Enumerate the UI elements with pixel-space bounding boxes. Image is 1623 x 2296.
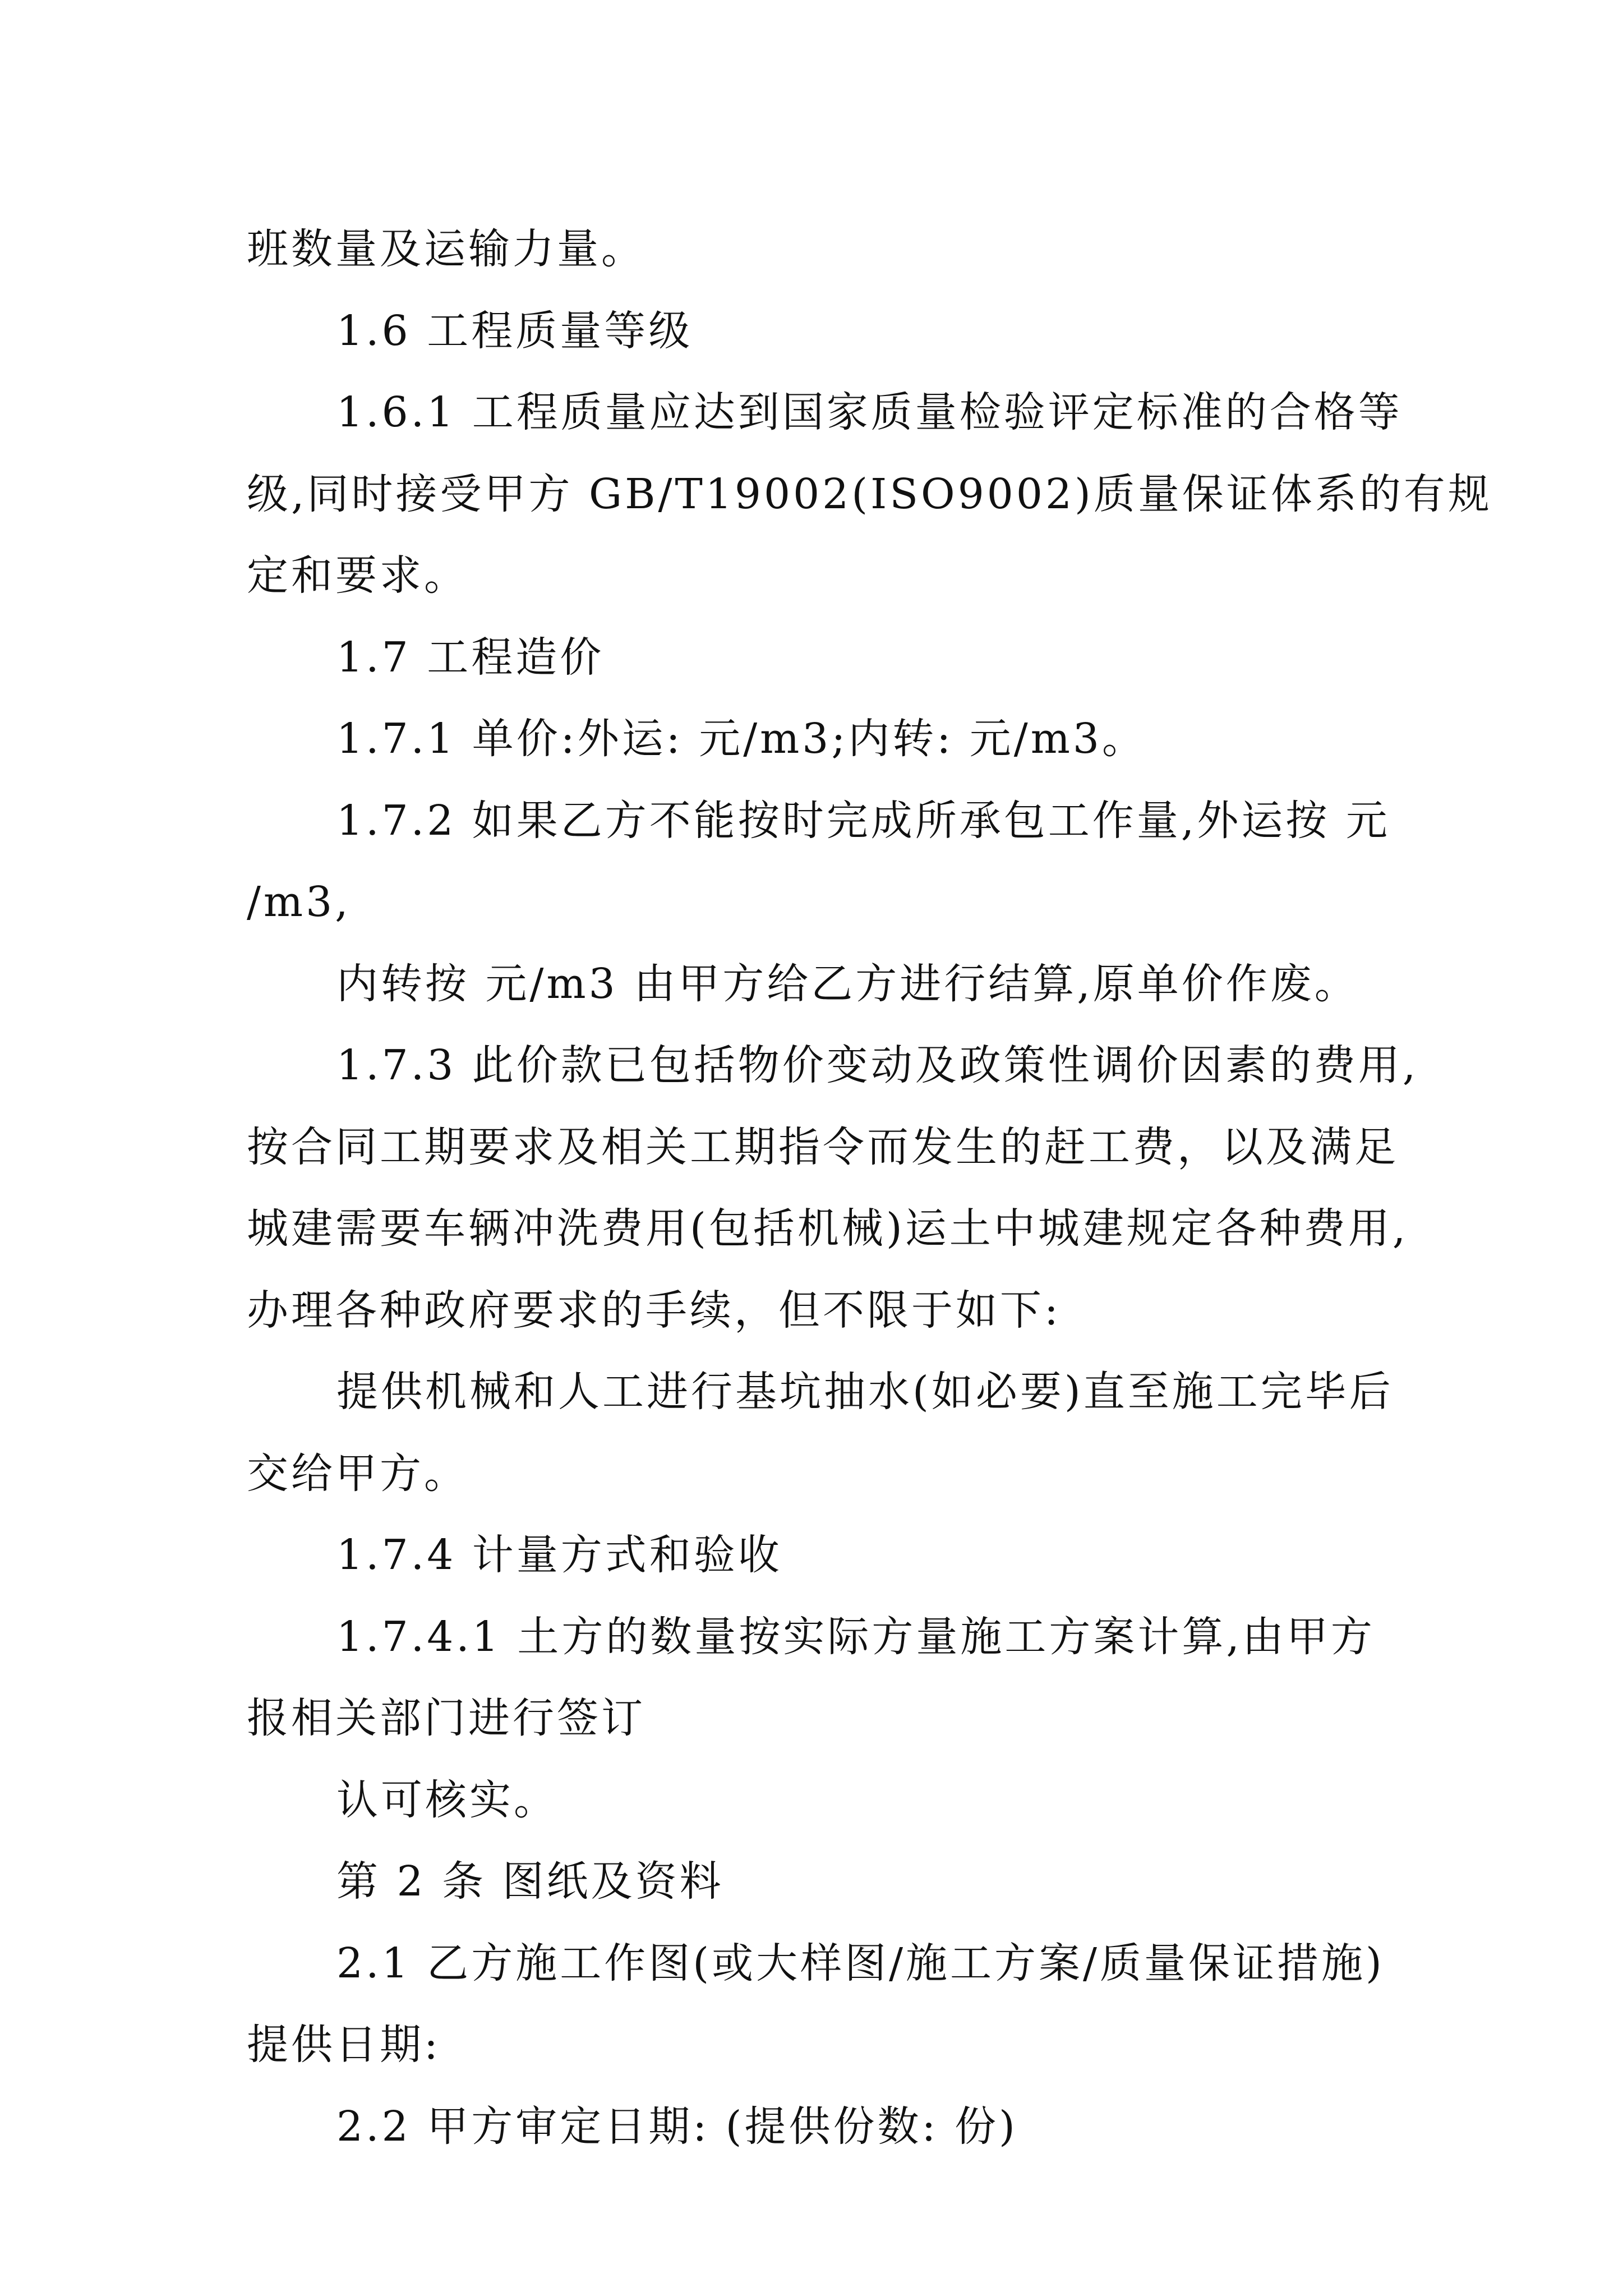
text-line: 办理各种政府要求的手续，但不限于如下:: [247, 1286, 1061, 1335]
section-heading-1-6: 1.6 工程质量等级: [336, 306, 693, 355]
text-line: /m3,: [247, 878, 351, 926]
text-line: 1.7.4.1 土方的数量按实际方量施工方案计算,由甲方: [336, 1612, 1375, 1661]
text-line: 报相关部门进行签订: [247, 1694, 645, 1742]
text-line: 城建需要车辆冲洗费用(包括机械)运土中城建规定各种费用,: [247, 1204, 1409, 1253]
text-line: 1.7.1 单价:外运: 元/m3;内转: 元/m3。: [336, 715, 1146, 763]
text-line: 1.6.1 工程质量应达到国家质量检验评定标准的合格等: [336, 388, 1403, 436]
text-line: 提供机械和人工进行基坑抽水(如必要)直至施工完毕后: [336, 1368, 1394, 1416]
text-line: 按合同工期要求及相关工期指令而发生的赶工费，以及满足: [247, 1122, 1399, 1171]
document-body: [247, 209, 1492, 2168]
text-line: 认可核实。: [336, 1775, 558, 1824]
text-line: 交给甲方。: [247, 1449, 468, 1498]
article-heading-2: 第 2 条 图纸及资料: [336, 1857, 724, 1906]
section-heading-1-7: 1.7 工程造价: [336, 633, 605, 682]
section-heading-1-7-4: 1.7.4 计量方式和验收: [336, 1531, 782, 1579]
text-line: 定和要求。: [247, 551, 468, 600]
text-line: 提供日期:: [247, 2021, 441, 2069]
text-line: 2.2 甲方审定日期: (提供份数: 份): [336, 2102, 1018, 2151]
text-line: 1.7.2 如果乙方不能按时完成所承包工作量,外运按 元: [336, 796, 1390, 845]
text-line: 级,同时接受甲方 GB/T19002(ISO9002)质量保证体系的有规: [247, 470, 1492, 518]
text-line: 1.7.3 此价款已包括物价变动及政策性调价因素的费用,: [336, 1041, 1419, 1089]
text-line: 内转按 元/m3 由甲方给乙方进行结算,原单价作废。: [336, 959, 1359, 1008]
text-line: 2.1 乙方施工作图(或大样图/施工方案/质量保证措施): [336, 1939, 1385, 1987]
text-line: 班数量及运输力量。: [247, 225, 645, 273]
